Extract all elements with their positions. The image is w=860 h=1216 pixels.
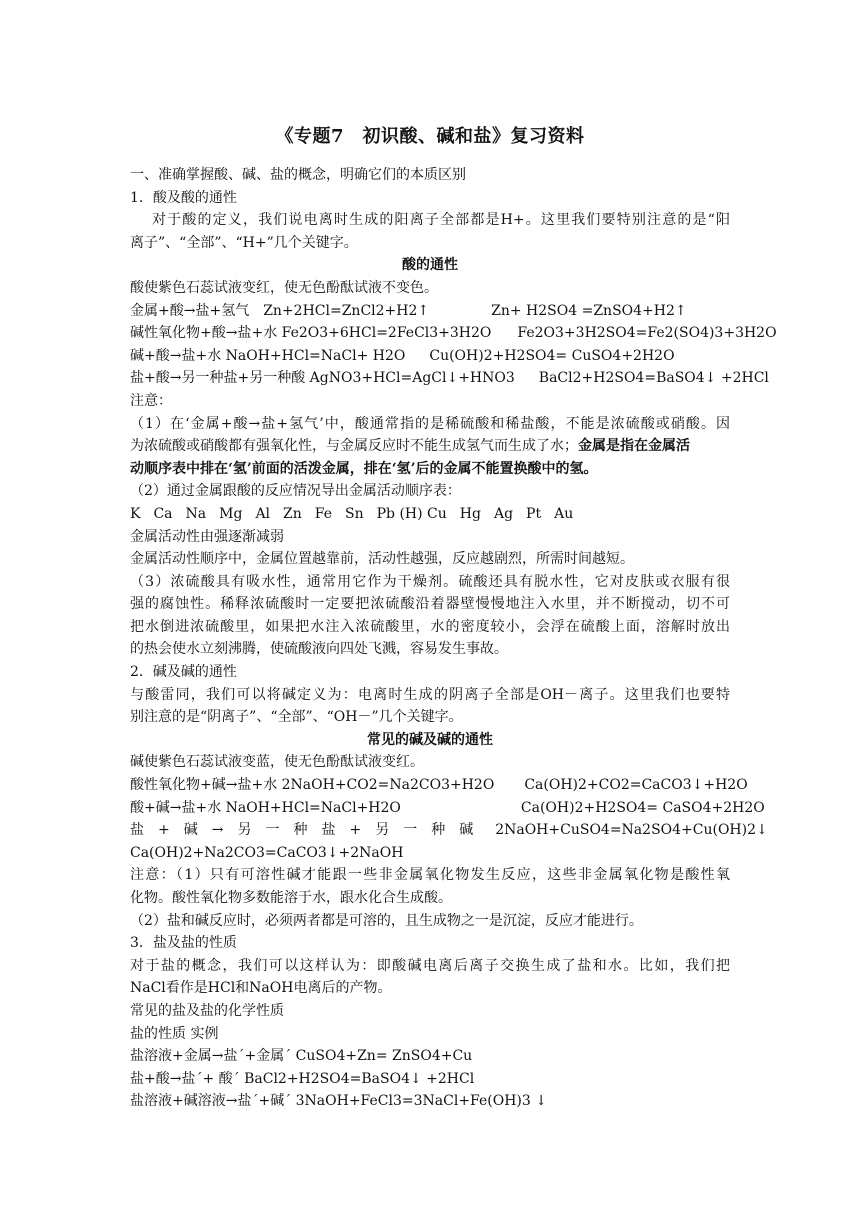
base-indicator-text: 碱使紫色石蕊试液变蓝，使无色酚酞试液变红。 [130,754,424,771]
reaction-salt-acid [130,367,769,390]
reaction-metal-acid-h2so4: Zn+ H2SO4 =ZnSO4+H2↑ [491,302,687,319]
reaction-acid-base-naoh: 酸+碱→盐+水 NaOH+HCl=NaCl+H2O [130,799,401,816]
activity-explanation: 金属活动性顺序中，金属位置越靠前，活动性越强，反应越剧烈，所需时间越短。 [130,551,634,568]
reaction-salt-base-na2co3: Ca(OH)2+Na2CO3=CaCO3↓+2NaOH [130,844,404,861]
metal-symbol: Pt [526,505,542,522]
reaction-oxide-acid [130,322,777,345]
salt-reaction-base: 盐溶液+碱溶液→盐´+碱´ 3NaOH+FeCl3=3NaCl+Fe(OH)3 ↓ [130,1093,547,1110]
subsection-base: 2．碱及碱的通性 [130,664,237,681]
metal-symbol: Pb (H) Cu [376,505,447,522]
note-1-line-2-bold: 金属是指在金属活 [578,438,690,455]
note-label: 注意： [130,392,172,409]
subsection-acid: 1．酸及酸的通性 [130,189,237,206]
reaction-acid-base [130,797,765,820]
metal-symbol: Mg [219,505,243,522]
acid-properties-heading: 酸的通性 [402,257,458,274]
reaction-metal-acid-hcl: 金属+酸→盐+氢气 Zn+2HCl=ZnCl2+H2↑ [130,302,430,319]
acid-definition-line-2: 离子”、“全部”、“H+”几个关键字。 [130,234,358,251]
metal-symbol: Au [554,505,574,522]
salt-reaction-acid: 盐+酸→盐´+ 酸´ BaCl2+H2SO4=BaSO4↓ +2HCl [130,1070,475,1087]
reaction-acid-base-caoh: Ca(OH)2+H2SO4= CaSO4+2H2O [520,799,765,816]
acid-definition-line-1: 对于酸的定义，我们说电离时生成的阳离子全部都是H+。这里我们要特别注意的是“阳 [152,212,730,229]
reaction-salt-base [130,819,768,842]
reaction-base-acid [130,345,730,368]
note-3-line-4: 的热会使水立刻沸腾，使硫酸液向四处飞溅，容易发生事故。 [130,641,508,658]
metal-activity-series [130,503,730,526]
note-1-line-3: 动顺序表中排在‘氢’前面的活泼金属，排在‘氢’后的金属不能置换酸中的氢。 [130,460,598,477]
reaction-oxide-base-naoh: 酸性氧化物+碱→盐+水 2NaOH+CO2=Na2CO3+H2O [130,777,495,794]
reaction-base-acid-h2so4: Cu(OH)2+H2SO4= CuSO4+2H2O [429,347,675,364]
reaction-oxide-acid-h2so4: Fe2O3+3H2SO4=Fe2(SO4)3+3H2O [517,325,777,342]
salt-properties-intro: 常见的盐及盐的化学性质 [130,1002,284,1019]
reaction-oxide-acid-hcl: 碱性氧化物+酸→盐+水 Fe2O3+6HCl=2FeCl3+3H2O [130,325,492,342]
base-properties-heading: 常见的碱及碱的通性 [367,731,493,748]
metal-symbol: Ag [493,505,514,522]
reaction-salt-base-cuso4: 2NaOH+CuSO4=Na2SO4+Cu(OH)2↓ [495,822,768,839]
base-definition-line-1: 与酸雷同，我们可以将碱定义为：电离时生成的阴离子全部是OH－离子。这里我们也要特 [130,686,730,703]
metal-symbol: Al [255,505,271,522]
reaction-oxide-base [130,774,748,797]
base-note-2: （2）盐和碱反应时，必须两者都是可溶的，且生成物之一是沉淀，反应才能进行。 [130,912,643,929]
acid-indicator-text: 酸使紫色石蕊试液变红，使无色酚酞试液不变色。 [130,279,438,296]
metal-symbol: Ca [153,505,173,522]
reaction-oxide-base-caoh: Ca(OH)2+CO2=CaCO3↓+H2O [524,777,748,794]
metal-symbol: Hg [459,505,481,522]
note-3-line-1: （3）浓硫酸具有吸水性，通常用它作为干燥剂。硫酸还具有脱水性，它对皮肤或衣服有很 [130,573,730,590]
metal-symbol: K [130,505,141,522]
note-1-line-2-normal: 为浓硫酸或硝酸都有强氧化性，与金属反应时不能生成氢气而生成了水； [130,438,578,455]
subsection-salt: 3．盐及盐的性质 [130,935,237,952]
metal-symbol: Zn [283,505,302,522]
document-title: 《专题7 初识酸、碱和盐》复习资料 [275,126,585,147]
reaction-salt-acid-h2so4: BaCl2+H2SO4=BaSO4↓ +2HCl [538,370,769,387]
note-3-line-3: 把水倒进浓硫酸里，如果把水注入浓硫酸里，水的密度较小，会浮在硫酸上面，溶解时放出 [130,618,730,635]
note-1-line-2 [130,435,730,458]
metal-symbol: Sn [345,505,364,522]
note-1-line-1: （1）在‘金属+酸→盐+氢气’中，酸通常指的是稀硫酸和稀盐酸，不能是浓硫酸或硝酸。因 [130,415,730,432]
salt-definition-line-2: NaCl看作是HCl和NaOH电离后的产物。 [130,980,392,997]
metal-symbol: Fe [314,505,333,522]
reaction-base-acid-hcl: 碱+酸→盐+水 NaOH+HCl=NaCl+ H2O [130,347,406,364]
base-note-1-line-1: 注意：（1）只有可溶性碱才能跟一些非金属氧化物发生反应，这些非金属氧化物是酸性氧 [130,867,730,884]
salt-reaction-metal: 盐溶液+金属→盐´+金属´ CuSO4+Zn= ZnSO4+Cu [130,1048,473,1065]
metal-symbol: Na [185,505,207,522]
note-3-line-2: 强的腐蚀性。稀释浓硫酸时一定要把浓硫酸沿着器壁慢慢地注入水里，并不断搅动，切不可 [130,596,730,613]
reaction-salt-base-label: 盐 + 碱 → 另 一 种 盐 + 另 一 种 碱 [130,822,474,839]
document-body [130,164,777,1113]
base-definition-line-2: 别注意的是“阴离子”、“全部”、“OH－”几个关键字。 [130,709,463,726]
note-2: （2）通过金属跟酸的反应情况导出金属活动顺序表： [130,483,461,500]
section-heading: 一、准确掌握酸、碱、盐的概念，明确它们的本质区别 [130,167,466,183]
reaction-salt-acid-hcl: 盐+酸→另一种盐+另一种酸 AgNO3+HCl=AgCl↓+HNO3 [130,370,515,387]
salt-table-header: 盐的性质 实例 [130,1025,219,1042]
activity-trend: 金属活动性由强逐渐减弱 [130,528,284,545]
base-note-1-line-2: 化物。酸性氧化物多数能溶于水，跟水化合生成酸。 [130,890,452,906]
salt-definition-line-1: 对于盐的概念，我们可以这样认为：即酸碱电离后离子交换生成了盐和水。比如，我们把 [130,957,730,974]
reaction-metal-acid [130,300,730,323]
